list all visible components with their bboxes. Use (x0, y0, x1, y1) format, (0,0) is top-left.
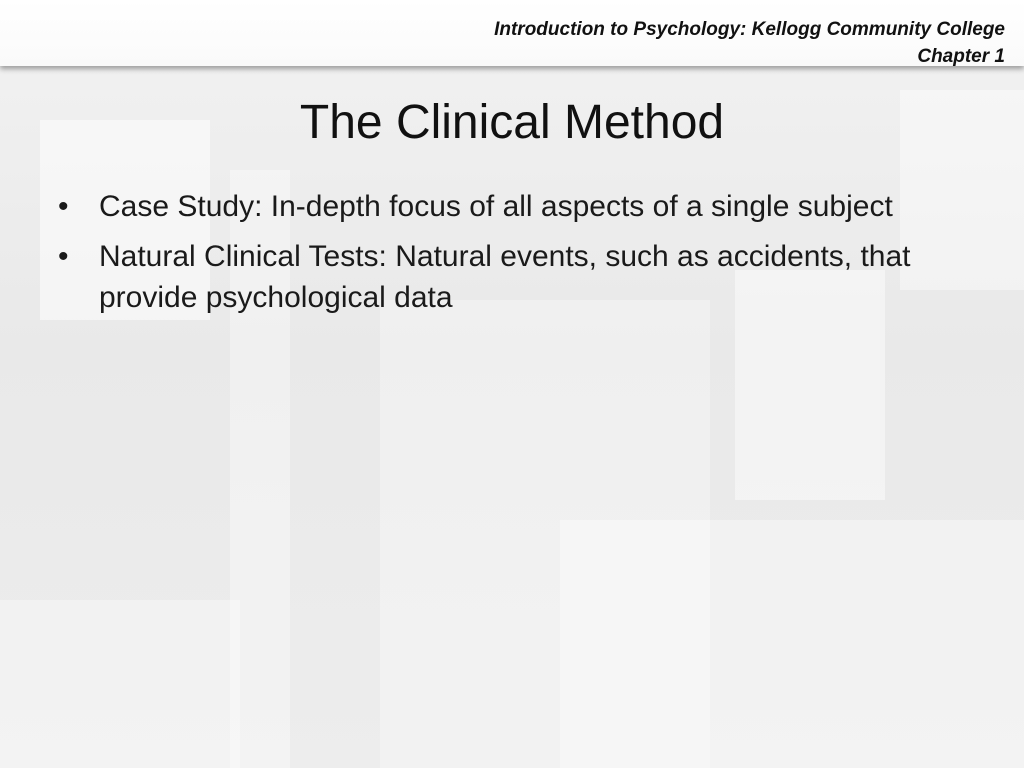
bullet-list (58, 186, 978, 327)
bullet-natural-clinical-tests: • Natural Clinical Tests: Natural events, such as accidents, that provide psychological data (58, 236, 978, 318)
header-bar (0, 0, 1024, 66)
course-title-line-2: Chapter 1 (917, 46, 1005, 67)
slide-title: The Clinical Method (299, 96, 725, 149)
bullet-case-study: • Case Study: In-depth focus of all aspects of a single subject (58, 186, 978, 227)
course-title-line-1: Introduction to Psychology: Kellogg Community College (494, 19, 1005, 40)
course-title (494, 16, 1005, 70)
